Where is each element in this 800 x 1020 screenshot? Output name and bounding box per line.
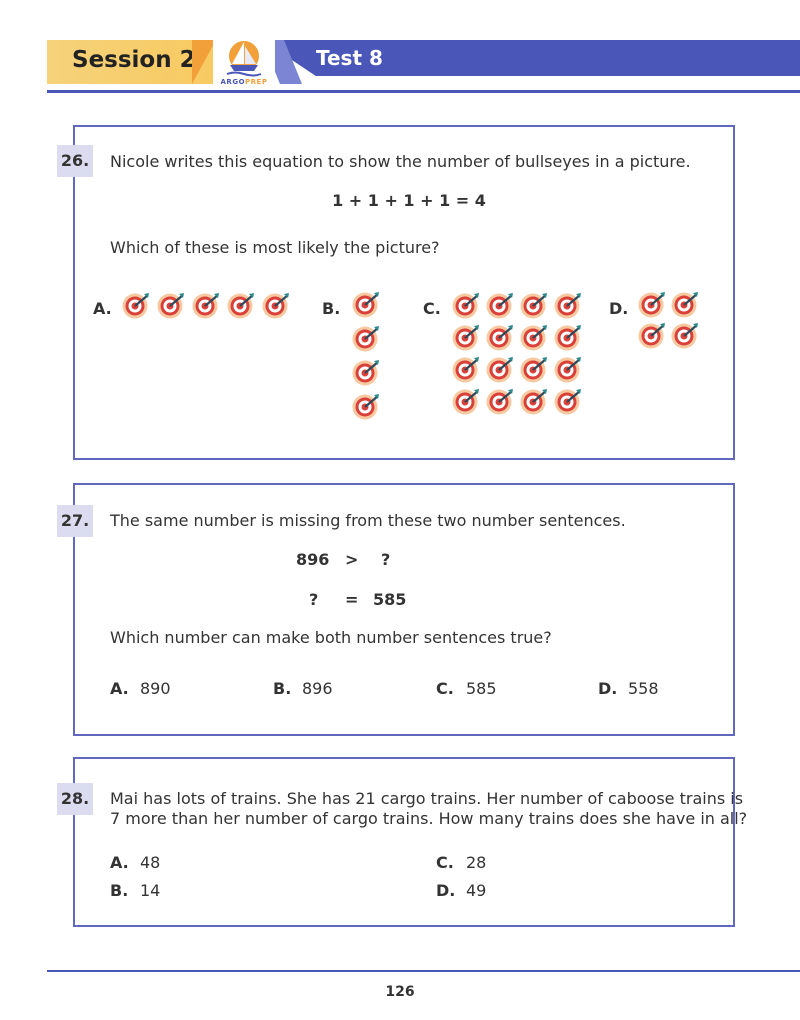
bullseye-icon [554,291,582,319]
option-a-value[interactable]: 48 [140,853,161,872]
bullseye-icon [671,321,699,349]
option-a-label[interactable]: A. [110,679,129,698]
option-a-label[interactable]: A. [110,853,129,872]
sentence2-left: ? [309,590,319,609]
bullseye-icon [520,387,548,415]
bullseye-icon [352,324,380,352]
bullseye-icon [520,291,548,319]
bullseye-icon [486,355,514,383]
option-b-value[interactable]: 896 [302,679,333,698]
option-c-value[interactable]: 585 [466,679,497,698]
sentence2-operator: = [345,590,359,609]
bullseye-icon [122,291,150,319]
option-b-label[interactable]: B. [273,679,292,698]
bullseye-icon [486,291,514,319]
question-text-line1: Mai has lots of trains. She has 21 cargo trains. Her number of caboose trains is [110,789,744,808]
session-label: Session 2 [72,47,196,73]
bullseye-icon [638,290,666,318]
bullseye-icon [554,323,582,351]
question-text-line2: 7 more than her number of cargo trains. How many trains does she have in all? [110,809,748,828]
question-number: 27. [57,505,93,537]
test-label: Test 8 [316,46,383,70]
option-b-label[interactable]: B. [322,299,341,318]
bullseye-icon [352,290,380,318]
option-d-value[interactable]: 49 [466,881,487,900]
option-d-value[interactable]: 558 [628,679,659,698]
option-c-label[interactable]: C. [436,679,454,698]
equation: 1 + 1 + 1 + 1 = 4 [332,191,486,210]
question-text: Nicole writes this equation to show the number of bullseyes in a picture. [110,152,691,171]
header-rule [47,90,800,93]
question-number: 28. [57,783,93,815]
page-number: 126 [385,984,415,1000]
option-a-value[interactable]: 890 [140,679,171,698]
bullseye-icon [671,290,699,318]
bullseye-icon [520,323,548,351]
ship-logo-icon [213,38,275,80]
bullseye-icon [227,291,255,319]
question-28-box [73,757,735,927]
sentence2-right: 585 [373,590,407,609]
option-a-label[interactable]: A. [93,299,112,318]
question-prompt: Which number can make both number sentences true? [110,628,552,647]
option-d-label[interactable]: D. [609,299,629,318]
bullseye-icon [452,387,480,415]
sentence1-left: 896 [296,550,330,569]
bullseye-icon [452,323,480,351]
bullseye-icon [554,355,582,383]
option-b-value[interactable]: 14 [140,881,161,900]
footer-rule [47,970,800,972]
bullseye-icon [352,392,380,420]
bullseye-icon [520,355,548,383]
bullseye-icon [486,387,514,415]
bullseye-icon [486,323,514,351]
bullseye-icon [638,321,666,349]
sentence1-operator: > [345,550,359,569]
argoprep-logo [213,38,275,90]
option-d-label[interactable]: D. [598,679,618,698]
option-c-label[interactable]: C. [423,299,441,318]
question-number: 26. [57,145,93,177]
option-c-label[interactable]: C. [436,853,454,872]
bullseye-icon [452,291,480,319]
bullseye-icon [262,291,290,319]
question-prompt: Which of these is most likely the picture? [110,238,440,257]
question-text: The same number is missing from these two number sentences. [110,511,626,530]
bullseye-icon [192,291,220,319]
option-c-value[interactable]: 28 [466,853,487,872]
sentence1-right: ? [381,550,391,569]
bullseye-icon [554,387,582,415]
bullseye-icon [157,291,185,319]
bullseye-icon [352,358,380,386]
bullseye-icon [452,355,480,383]
page-header [0,0,800,100]
logo-wordmark: ARGOPREP [220,78,268,86]
option-b-label[interactable]: B. [110,881,129,900]
option-d-label[interactable]: D. [436,881,456,900]
